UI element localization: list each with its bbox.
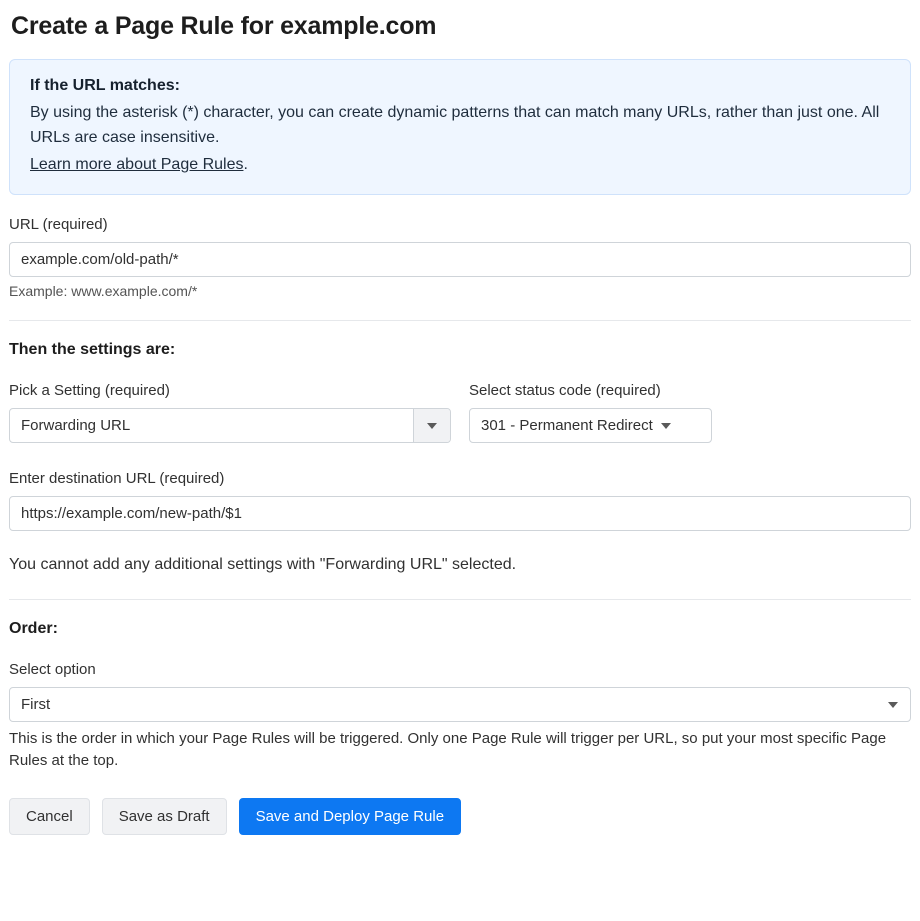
destination-url-label: Enter destination URL (required): [9, 470, 225, 487]
page-title: Create a Page Rule for example.com: [11, 12, 437, 40]
chevron-down-icon: [661, 423, 671, 429]
status-code-select[interactable]: [469, 408, 712, 443]
status-column: [469, 361, 769, 443]
info-box-title: If the URL matches:: [30, 77, 180, 94]
order-select-value: First: [21, 696, 51, 713]
order-select-label: Select option: [9, 661, 96, 678]
learn-more-link[interactable]: Learn more about Page Rules: [30, 156, 244, 173]
url-field-hint: Example: www.example.com/*: [9, 283, 198, 299]
url-input[interactable]: [9, 242, 911, 277]
save-as-draft-button[interactable]: Save as Draft: [102, 798, 227, 835]
setting-select-value: Forwarding URL: [21, 417, 131, 434]
save-and-deploy-button[interactable]: Save and Deploy Page Rule: [239, 798, 461, 835]
setting-select-arrow-button[interactable]: [413, 409, 450, 442]
status-code-value: 301 - Permanent Redirect: [481, 417, 653, 434]
url-field-label: URL (required): [9, 216, 108, 233]
setting-column: [9, 361, 451, 443]
settings-row: [9, 361, 911, 443]
order-hint-text: This is the order in which your Page Rules will be triggered. Only one Page Rule will trigger per URL, so put your most specific Page Rules at the top.: [9, 730, 887, 769]
setting-select[interactable]: [9, 408, 451, 443]
divider-settings: [9, 320, 911, 321]
destination-url-input[interactable]: [9, 496, 911, 531]
form-actions: [9, 798, 911, 835]
divider-order: [9, 599, 911, 600]
info-box-link-row: [30, 152, 890, 178]
settings-section-title: Then the settings are:: [9, 341, 176, 358]
chevron-down-icon: [427, 423, 437, 429]
info-box-link-suffix: .: [243, 156, 248, 173]
chevron-down-icon: [888, 702, 898, 708]
cancel-button[interactable]: Cancel: [9, 798, 90, 835]
url-match-info-box: [9, 59, 911, 195]
order-section-title: Order:: [9, 620, 58, 637]
status-select-label: Select status code (required): [469, 382, 661, 399]
setting-select-label: Pick a Setting (required): [9, 382, 170, 399]
order-select[interactable]: [9, 687, 911, 722]
info-box-text: By using the asterisk (*) character, you can create dynamic patterns that can match many URLs, rather than just one. All URLs are case insensitive.: [30, 104, 880, 146]
forwarding-url-note: You cannot add any additional settings with "Forwarding URL" selected.: [9, 556, 517, 573]
